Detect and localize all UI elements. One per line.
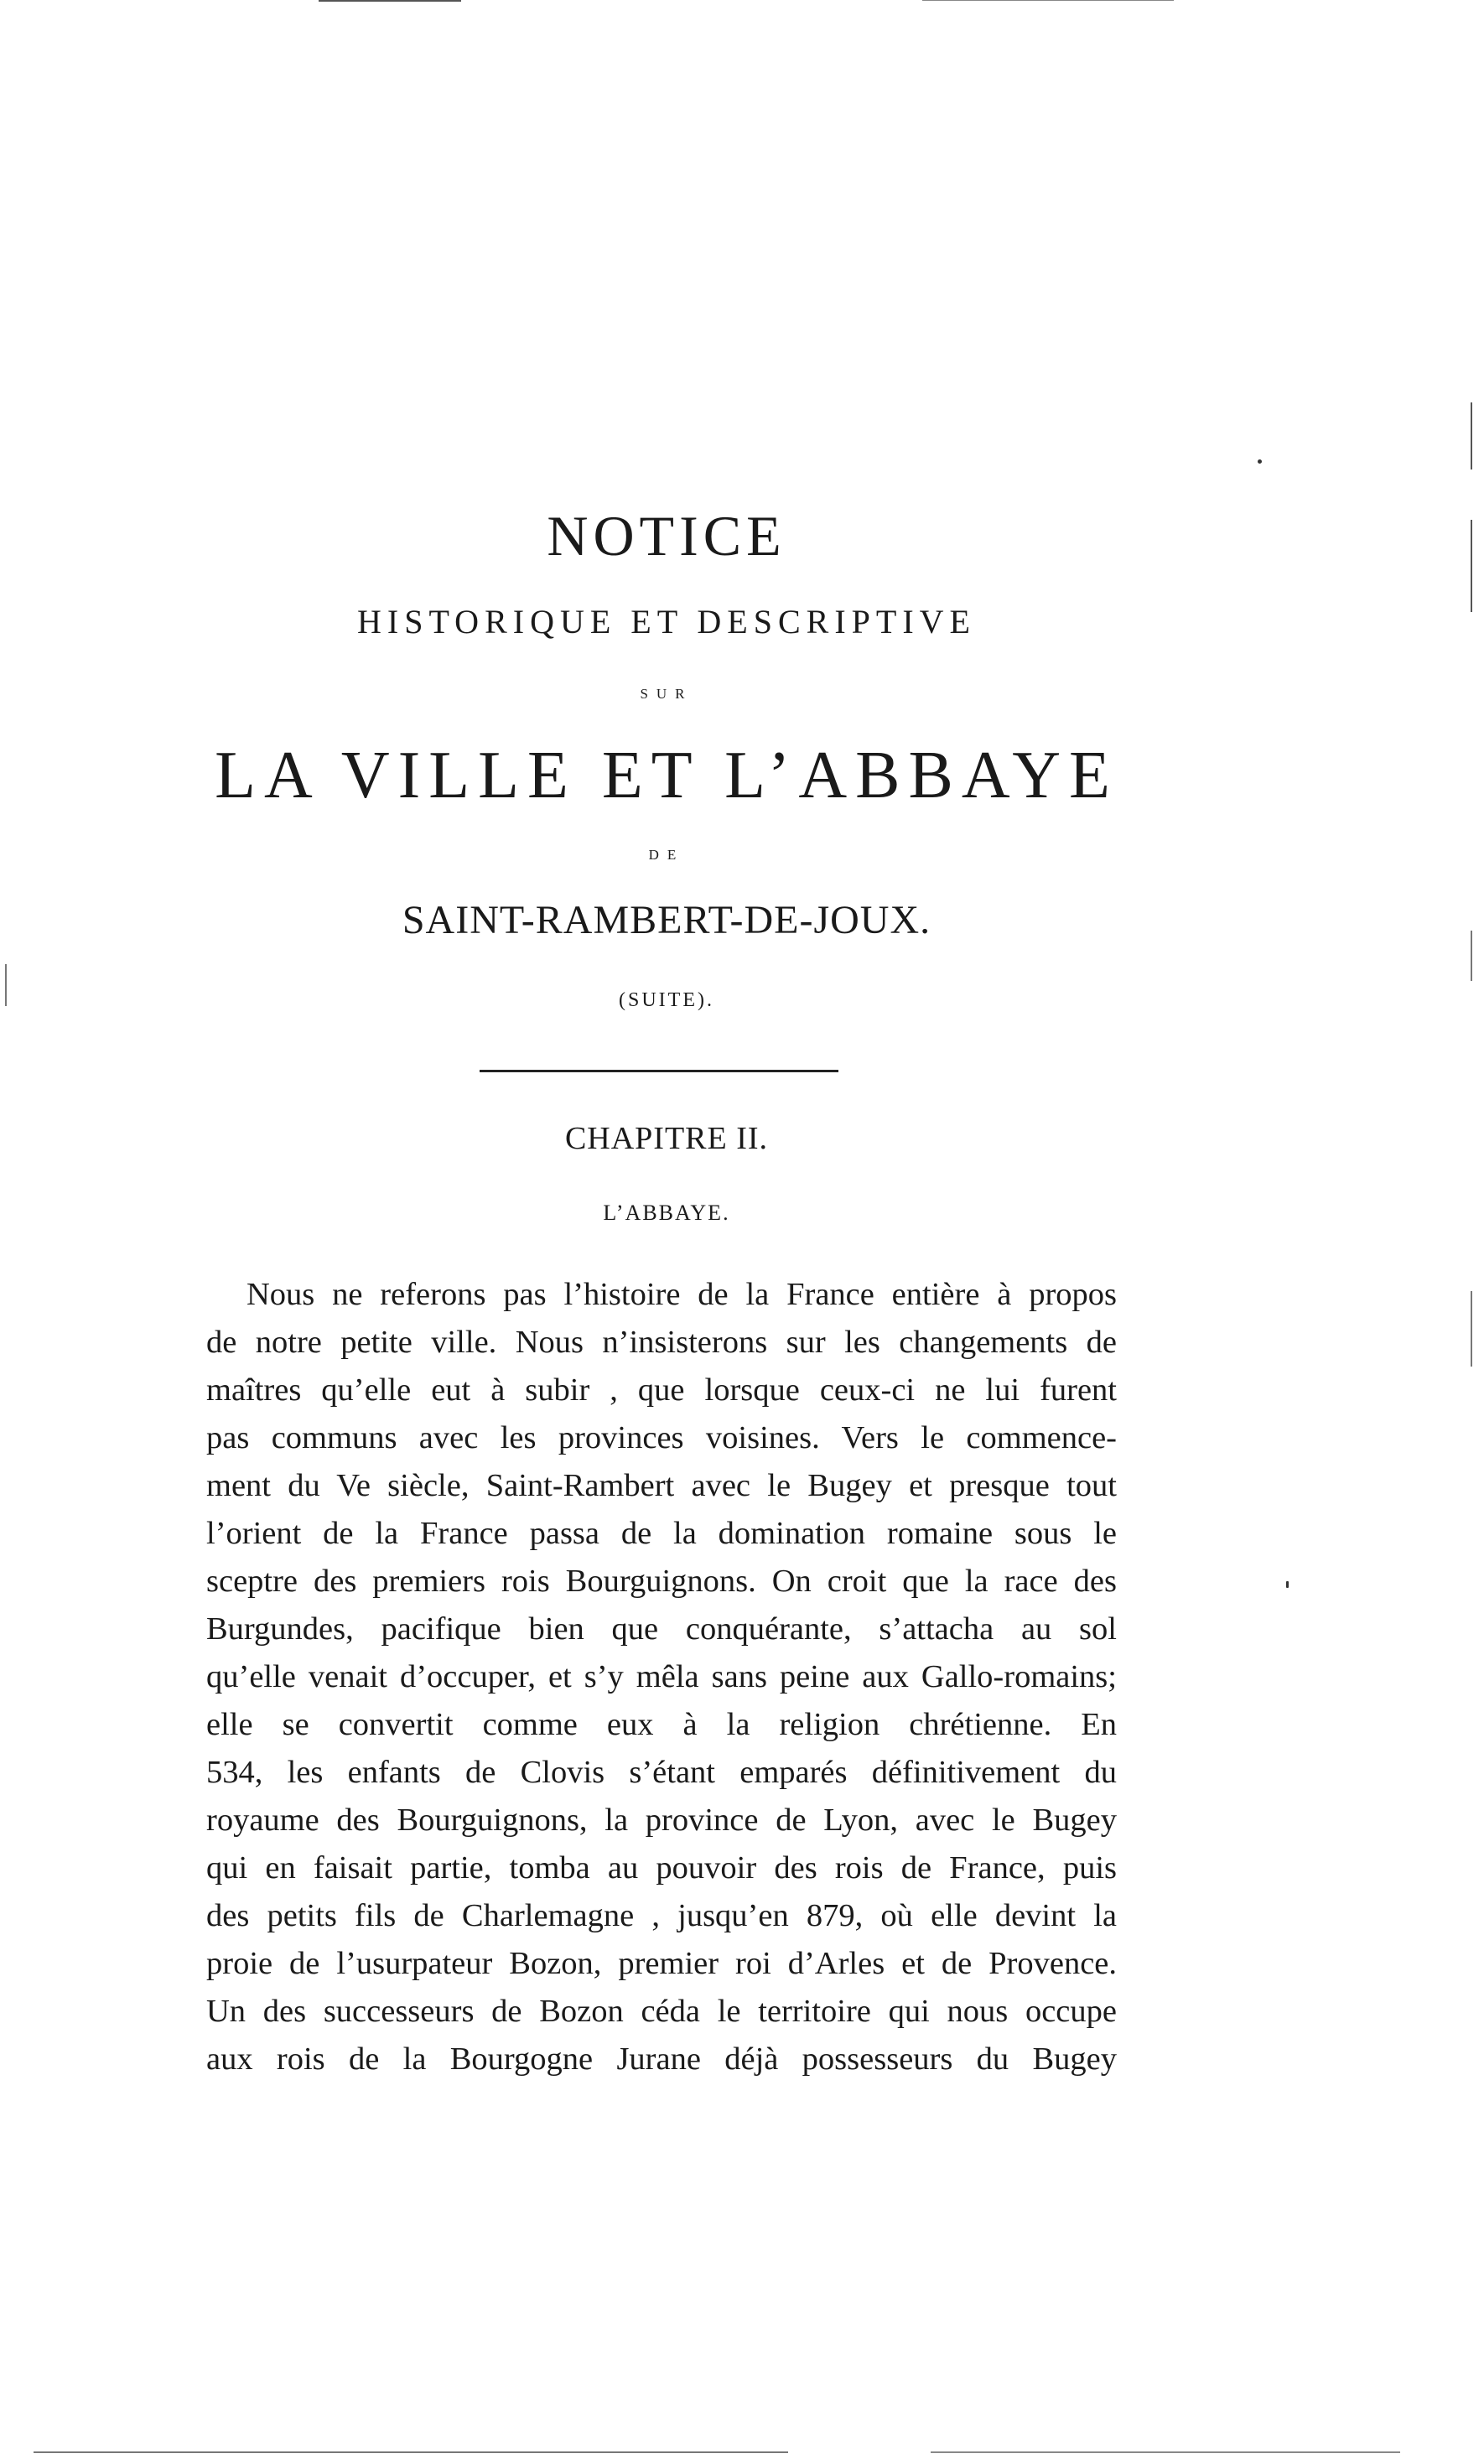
body-line: qu’elle venait d’occuper, et s’y mêla sans peine aux Gallo-romains; [206, 1659, 1117, 1694]
scan-edge-top [319, 0, 461, 2]
scan-margin-mark [1471, 520, 1472, 612]
body-line: aux rois de la Bourgogne Jurane déjà possesseurs du Bugey [206, 2041, 1117, 2077]
scan-margin-mark [1471, 402, 1472, 469]
section-divider [480, 1070, 838, 1072]
body-paragraph [206, 1271, 1117, 2083]
body-line: Un des successeurs de Bozon céda le territoire qui nous occupe [206, 1994, 1117, 2029]
scan-edge-bottom [34, 2451, 788, 2453]
body-line: elle se convertit comme eux à la religion chrétienne. En [206, 1707, 1117, 1742]
scan-margin-mark [1471, 931, 1472, 981]
chapter-heading: CHAPITRE II. [564, 1121, 769, 1156]
body-line: de notre petite ville. Nous n’insisterons sur les changements de [206, 1325, 1117, 1360]
title-sur: SUR [640, 686, 693, 702]
scan-margin-mark [5, 964, 7, 1006]
title-main: LA VILLE ET L’ABBAYE [215, 739, 1118, 812]
body-line: maîtres qu’elle eut à subir , que lorsque ceux-ci ne lui furent [206, 1372, 1117, 1408]
scan-speck [1286, 1581, 1289, 1588]
title-subtitle: HISTORIQUE ET DESCRIPTIVE [357, 603, 976, 641]
body-line: des petits fils de Charlemagne , jusqu’en 879, où elle devint la [206, 1898, 1117, 1933]
title-de: DE [648, 847, 685, 863]
body-line: pas communs avec les provinces voisines. Vers le commence- [206, 1420, 1117, 1455]
scan-speck [1258, 459, 1262, 464]
body-line: proie de l’usurpateur Bozon, premier roi d’Arles et de Provence. [206, 1946, 1117, 1981]
body-line: royaume des Bourguignons, la province de Lyon, avec le Bugey [206, 1803, 1117, 1838]
title-place: SAINT-RAMBERT-DE-JOUX. [402, 898, 931, 942]
body-line: l’orient de la France passa de la domination romaine sous le [206, 1516, 1117, 1551]
scan-margin-mark [1471, 1291, 1472, 1367]
body-line: Burgundes, pacifique bien que conquérante, s’attacha au sol [206, 1611, 1117, 1647]
body-line: Nous ne referons pas l’histoire de la France entière à propos [246, 1277, 1117, 1312]
body-line: qui en faisait partie, tomba au pouvoir des rois de France, puis [206, 1850, 1117, 1886]
title-notice: NOTICE [547, 504, 786, 568]
body-line: 534, les enfants de Clovis s’étant emparés définitivement du [206, 1755, 1117, 1790]
title-suite: (SUITE). [619, 989, 714, 1011]
body-line: sceptre des premiers rois Bourguignons. On croit que la race des [206, 1564, 1117, 1599]
scan-edge-top [922, 0, 1174, 1]
body-line: ment du Ve siècle, Saint-Rambert avec le Bugey et presque tout [206, 1468, 1117, 1503]
scan-edge-bottom [931, 2451, 1400, 2453]
chapter-subheading: L’ABBAYE. [603, 1201, 730, 1225]
